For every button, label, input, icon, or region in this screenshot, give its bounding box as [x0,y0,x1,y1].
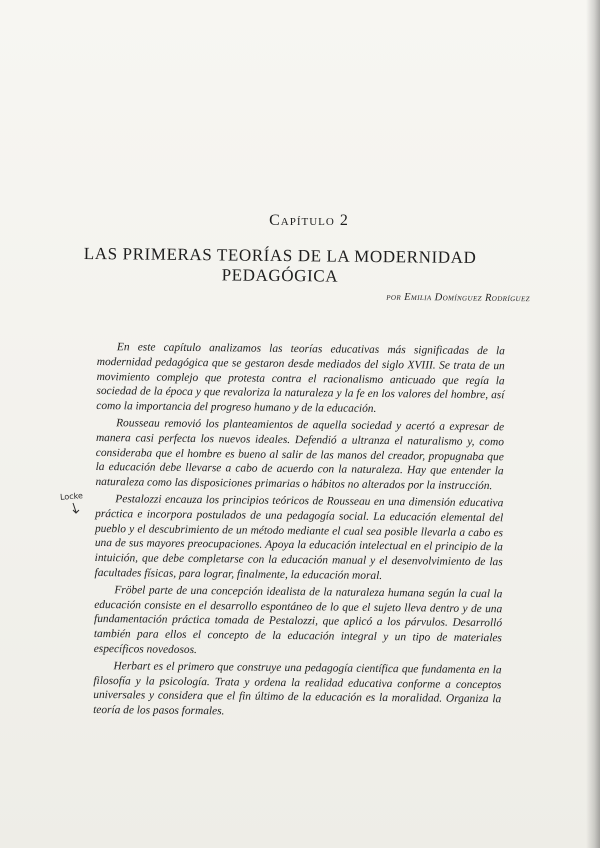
chapter-author: por Emilia Domínguez Rodríguez [386,291,531,305]
handwritten-arrow-icon [70,502,84,516]
paragraph-intro: En este capítulo analizamos las teorías educativas más significadas de la modernidad pedagógica que se gestaron desde mediados del siglo XVIII. Se trata de un movimiento complejo que protesta contra el racionalismo anticuado que regía la sociedad de la época y que revaloriza la naturaleza y la fe en los valores del hombre, así como la importancia del progreso humano y de la educación. [96,341,505,416]
paragraph-herbart: Herbart es el primero que construye una pedagogía científica que fundamenta en la filosofía y la psicología. Trata y ordena la realidad educativa conforme a conceptos universales y considera que el fin último de la educación es la moralidad. Organiza la teoría de los pasos formales. [93,659,502,718]
paragraph-frobel: Fröbel parte de una concepción idealista de la naturaleza humana según la cual la educación consiste en el desarrollo espontáneo de lo que el sujeto lleva dentro y de una fundamentación práctica tomada de Pestalozzi, que aplicó a los párvulos. Desarrolló también para ellos el concepto de la educación integral y un tipo de materiales específicos novedosos. [93,583,503,657]
paragraph-pestalozzi: Pestalozzi encauza los principios teóricos de Rousseau en una dimensión educativa práctica e incorpora postulados de una pedagogía social. La educación elemental del pueblo y el descubrimiento de un método mediante el cual sea posible llevarla a cabo es una de sus mayores preocupaciones. Apoya la educación intelectual en el principio de la intuición, que debe completarse con la educación manual y el desenvolvimiento de las facultades físicas, para lograr, finalmente, la educación moral. [94,493,504,582]
scan-shadow-edge [586,0,600,848]
chapter-title: LAS PRIMERAS TEORÍAS DE LA MODERNIDAD PEDAGÓGICA [83,243,477,286]
paragraph-rousseau: Rousseau removió los planteamientos de aquella sociedad y acertó a expresar de manera casi perfecta los nuevos ideales. Defendió a ultranza el naturalismo y, como consideraba que el hombre es bueno al salir de las manos del creador, propugnaba que la educación debe llevarse a cabo de acuerdo con la naturaleza. Hay que entender la naturaleza como las disposiciones primarias o hábitos no alterados por la instrucción. [95,417,505,493]
chapter-label: Capítulo 2 [269,212,349,229]
chapter-body [93,340,505,724]
handwritten-margin-note: Locke [59,491,84,502]
